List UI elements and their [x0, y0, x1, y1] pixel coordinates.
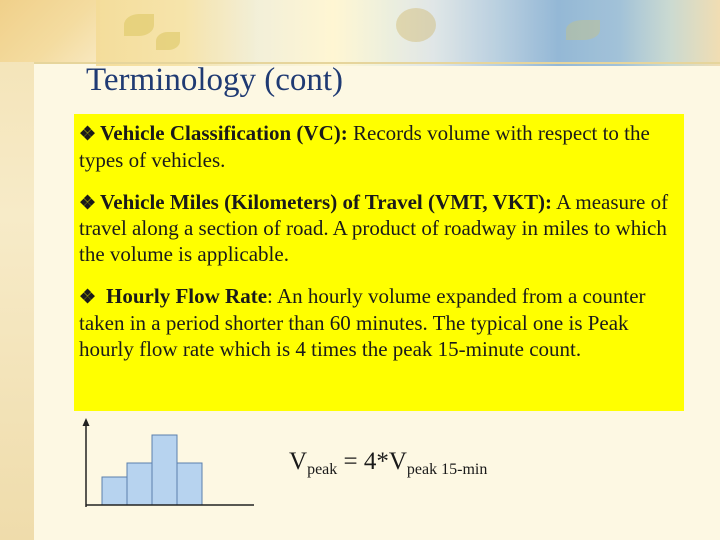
diamond-bullet-icon: ❖	[79, 192, 97, 214]
histogram-bar	[102, 477, 127, 505]
histogram-bar	[127, 463, 152, 505]
definitions-box	[74, 114, 684, 411]
peak-formula	[289, 448, 487, 476]
definition-item-flow-rate	[79, 283, 678, 362]
diamond-bullet-icon: ❖	[79, 287, 97, 309]
formula-subscript: peak	[307, 461, 338, 478]
definition-term: Vehicle Classification (VC):	[100, 121, 348, 145]
y-axis-arrow-icon	[83, 418, 90, 426]
histogram-bars	[102, 435, 202, 505]
leaf-decoration	[566, 20, 600, 40]
definition-text: Records volume with respect to the types of vehicles.	[79, 121, 650, 172]
leaf-decoration	[124, 14, 154, 36]
left-decorative-strip	[0, 0, 34, 540]
diamond-bullet-icon: ❖	[79, 124, 97, 145]
histogram-bar	[177, 463, 202, 505]
formula-operator: = 4*V	[337, 448, 407, 475]
formula-subscript: peak 15-min	[406, 461, 488, 478]
corner-decorative-patch	[0, 0, 100, 62]
histogram-chart	[70, 415, 270, 515]
definition-term: Vehicle Miles (Kilometers) of Travel (VMT, VKT):	[100, 189, 553, 214]
leaf-decoration	[156, 32, 180, 50]
definition-item-vc	[79, 120, 678, 173]
formula-variable: V	[289, 448, 308, 475]
definition-item-vmt	[79, 189, 678, 268]
definition-text: A measure of travel along a section of road. A product of roadway in miles to which the volume is applicable.	[79, 189, 669, 267]
definition-term: Hourly Flow Rate	[106, 284, 268, 309]
slide-title: Terminology (cont)	[86, 62, 344, 98]
histogram-bar	[152, 435, 177, 505]
definition-text: : An hourly volume expanded from a counter taken in a period shorter than 60 minutes. The typical one is Peak hourly flow rate which is 4 times the peak 15-minute count.	[79, 284, 646, 361]
flower-decoration	[396, 8, 436, 42]
top-decorative-banner	[96, 0, 720, 66]
